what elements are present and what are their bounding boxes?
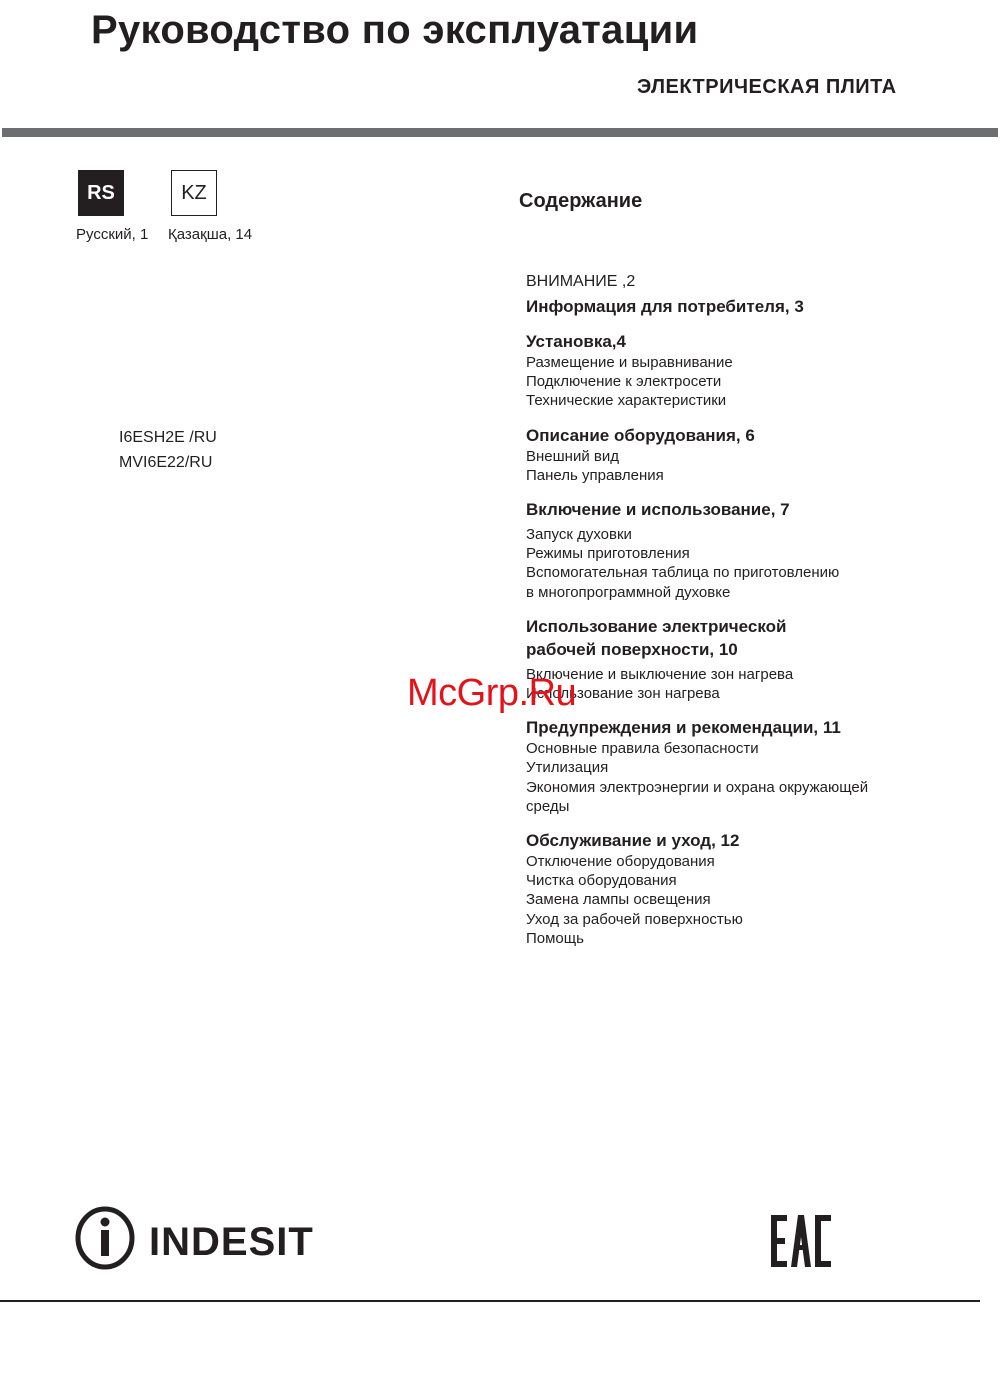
model-number: I6ESH2E /RU [119, 429, 217, 446]
language-link-kazakh[interactable]: Қазақша, 14 [168, 226, 253, 243]
table-of-contents [526, 270, 946, 961]
toc-item[interactable]: Чистка оборудования [526, 872, 677, 890]
toc-item[interactable]: Помощь [526, 929, 584, 947]
toc-section-warnings [526, 716, 946, 816]
toc-item[interactable]: Использование зон нагрева [526, 685, 720, 703]
product-type: ЭЛЕКТРИЧЕСКАЯ ПЛИТА [637, 76, 897, 98]
toc-item[interactable]: Панель управления [526, 466, 664, 484]
toc-item[interactable]: в многопрограммной духовке [526, 583, 731, 601]
indesit-logo-icon [74, 1206, 319, 1270]
language-link-russian[interactable]: Русский, 1 [76, 226, 149, 243]
toc-section-title[interactable]: ВНИМАНИЕ ,2 [526, 273, 636, 290]
toc-item[interactable]: Вспомогательная таблица по приготовлению [526, 564, 840, 582]
language-badge-rs[interactable]: RS [78, 170, 124, 216]
watermark: McGrp.Ru [407, 672, 577, 714]
header-divider [2, 128, 998, 137]
toc-section-consumer-info [526, 295, 946, 318]
toc-section-warning [526, 270, 946, 293]
toc-item[interactable]: Включение и выключение зон нагрева [526, 665, 794, 683]
toc-heading: Содержание [519, 190, 643, 212]
toc-section-title[interactable]: Описание оборудования, 6 [526, 425, 755, 445]
toc-section-title[interactable]: Обслуживание и уход, 12 [526, 831, 740, 851]
toc-section-installation [526, 330, 946, 411]
brand-logo-text: INDESIT [149, 1220, 314, 1264]
toc-item[interactable]: Технические характеристики [526, 392, 727, 410]
toc-item[interactable]: Запуск духовки [526, 526, 632, 544]
toc-item[interactable]: Подключение к электросети [526, 373, 722, 391]
toc-item[interactable]: Режимы приготовления [526, 545, 690, 563]
toc-item[interactable]: Экономия электроэнергии и охрана окружающей среды [526, 778, 869, 815]
footer-divider [0, 1300, 980, 1302]
toc-section-title[interactable]: Установка,4 [526, 332, 626, 351]
toc-section-cooktop [526, 615, 946, 703]
toc-item[interactable]: Размещение и выравнивание [526, 354, 733, 371]
toc-section-description [526, 424, 946, 485]
toc-section-title[interactable]: Информация для потребителя, 3 [526, 297, 804, 316]
page-title: Руководство по эксплуатации [91, 8, 699, 52]
toc-item[interactable]: Уход за рабочей поверхностью [526, 910, 743, 928]
toc-section-title[interactable]: Предупреждения и рекомендации, 11 [526, 718, 841, 738]
language-badge-kz[interactable]: KZ [171, 170, 217, 216]
toc-section-title[interactable]: Использование электрической рабочей поверхности, 10 [526, 616, 787, 659]
toc-section-maintenance [526, 829, 946, 948]
toc-item[interactable]: Замена лампы освещения [526, 891, 711, 909]
toc-section-title[interactable]: Включение и использование, 7 [526, 500, 790, 520]
toc-item[interactable]: Отключение оборудования [526, 853, 715, 871]
eac-mark-icon [771, 1215, 831, 1267]
toc-item[interactable]: Утилизация [526, 759, 609, 777]
toc-item[interactable]: Внешний вид [526, 447, 619, 465]
toc-item[interactable]: Основные правила безопасности [526, 740, 759, 758]
toc-section-startup [526, 498, 946, 602]
model-number: MVI6E22/RU [119, 454, 213, 471]
